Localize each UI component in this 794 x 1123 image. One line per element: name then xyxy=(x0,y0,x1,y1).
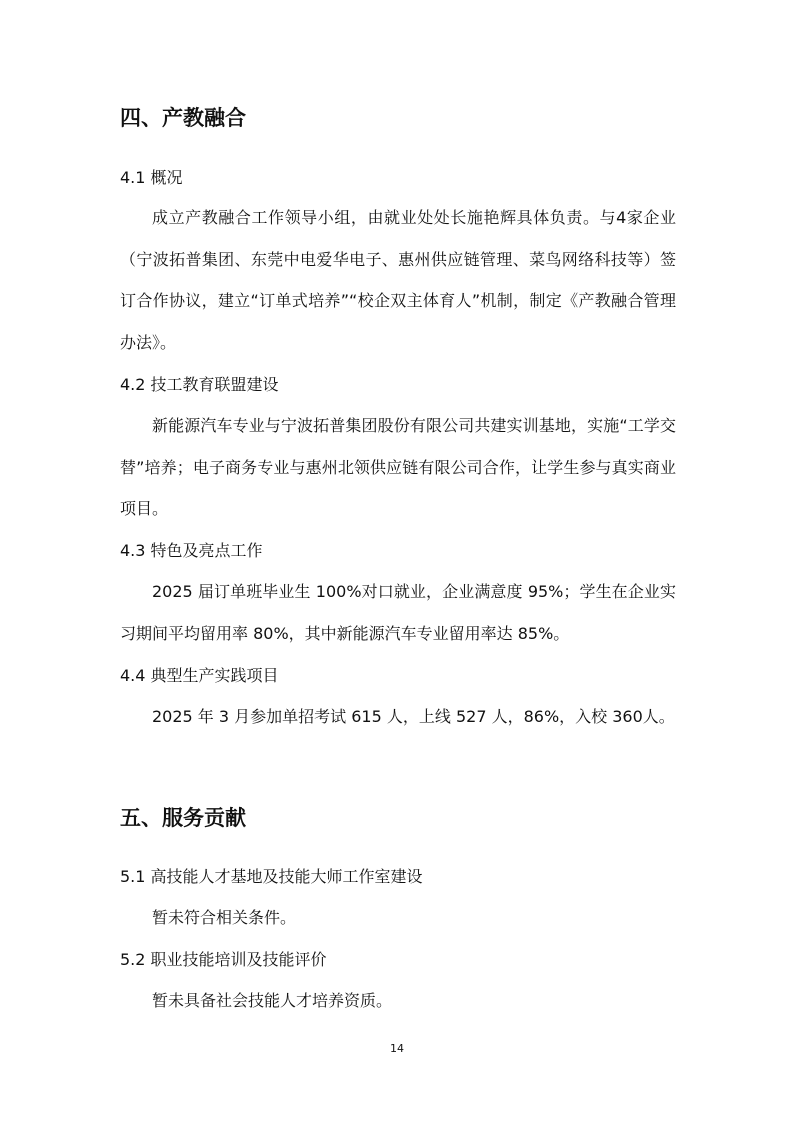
paragraph-5-1: 暂未符合相关条件。 xyxy=(152,908,297,927)
paragraph-5-2: 暂未具备社会技能人才培养资质。 xyxy=(152,991,393,1010)
paragraph-4-3: 2025 届订单班毕业生 100%对口就业，企业满意度 95%；学生在企业实习期间平均留用率 80%，其中新能源汽车专业留用率达 85%。 xyxy=(120,582,676,643)
section-title-service-contribution: 五、服务贡献 xyxy=(120,806,246,830)
paragraph-4-2: 新能源汽车专业与宁波拓普集团股份有限公司共建实训基地，实施“工学交替”培养；电子商务专业与惠州北领供应链有限公司合作，让学生参与真实商业项目。 xyxy=(120,416,676,518)
subsection-heading-4-4: 4.4 典型生产实践项目 xyxy=(120,666,279,685)
paragraph-4-4: 2025 年 3 月参加单招考试 615 人，上线 527 人，86%，入校 360人。 xyxy=(152,707,675,726)
paragraph-4-1: 成立产教融合工作领导小组，由就业处处长施艳辉具体负责。与4家企业（宁波拓普集团、东莞中电爱华电子、惠州供应链管理、菜鸟网络科技等）签订合作协议，建立“订单式培养”“校企双主体育人”机制，制定《产教融合管理办法》。 xyxy=(120,208,676,352)
subsection-heading-5-1: 5.1 高技能人才基地及技能大师工作室建设 xyxy=(120,867,423,886)
section-title-industry-education: 四、产教融合 xyxy=(120,106,246,130)
page-number: 14 xyxy=(390,1042,404,1055)
subsection-heading-4-1: 4.1 概况 xyxy=(120,168,183,187)
subsection-heading-5-2: 5.2 职业技能培训及技能评价 xyxy=(120,950,327,969)
subsection-heading-4-3: 4.3 特色及亮点工作 xyxy=(120,541,263,560)
subsection-heading-4-2: 4.2 技工教育联盟建设 xyxy=(120,375,279,394)
